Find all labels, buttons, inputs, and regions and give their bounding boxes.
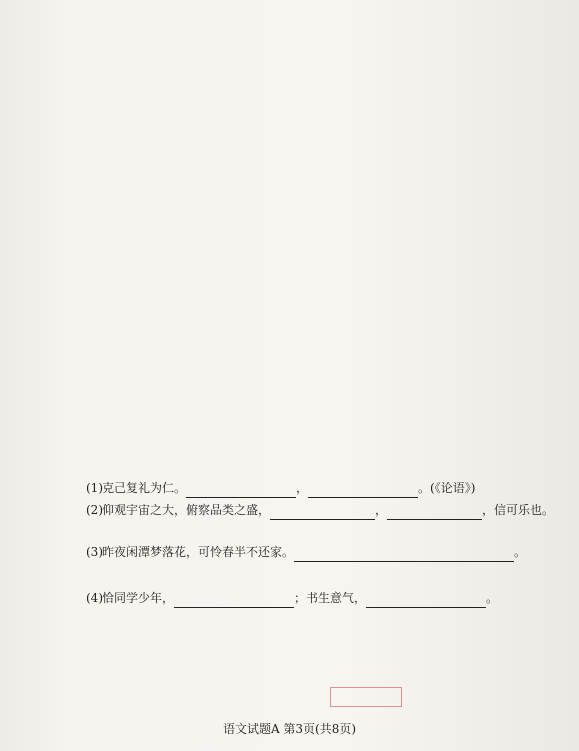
q11-item-2-blank-a[interactable] xyxy=(270,506,375,520)
q11-item-1-blank-b[interactable] xyxy=(308,484,418,498)
q11-item-1-before: 克己复礼为仁。 xyxy=(102,481,187,495)
q11-item-1-mid: ， xyxy=(296,481,309,495)
q11-item-2-before: 仰观宇宙之大，俯察品类之盛， xyxy=(102,503,271,517)
q11-item-3-after: 。 xyxy=(514,545,527,559)
q11-item-4-line xyxy=(102,588,498,608)
q11-item-2-label: (2) xyxy=(86,503,103,517)
q11-item-1-label: (1) xyxy=(86,481,103,495)
page-footer: 语文试题A 第3页(共8页) xyxy=(222,722,357,736)
q11-item-3-label: (3) xyxy=(86,545,103,559)
q11-item-2-line xyxy=(102,500,554,520)
q11-item-2 xyxy=(0,500,579,520)
q11-item-3 xyxy=(0,542,579,562)
q11-item-1 xyxy=(0,478,579,498)
q11-item-1-line xyxy=(102,478,475,498)
q11-item-4 xyxy=(0,588,579,608)
q11-item-3-blank-b[interactable] xyxy=(404,548,514,562)
q11-item-4-after: 。 xyxy=(486,591,499,605)
q11-item-4-blank-a[interactable] xyxy=(174,594,294,608)
q11-item-1-blank-a[interactable] xyxy=(186,484,296,498)
red-watermark-stamp xyxy=(330,687,402,707)
q11-item-3-before: 昨夜闲潭梦落花，可怜春半不还家。 xyxy=(102,545,295,559)
q11-item-2-mid: ， xyxy=(375,503,388,517)
q11-item-3-line xyxy=(102,542,526,562)
q11-item-4-label: (4) xyxy=(86,591,103,605)
q11-item-4-mid: ；书生意气， xyxy=(294,591,367,605)
q11-item-4-before: 恰同学少年， xyxy=(102,591,175,605)
q11-item-1-after: 。(《论语》) xyxy=(418,481,476,495)
q11-item-2-after: ，信可乐也。 xyxy=(482,503,555,517)
q11-item-2-blank-b[interactable] xyxy=(387,506,482,520)
q11-item-4-blank-b[interactable] xyxy=(366,594,486,608)
q11-item-3-blank-a[interactable] xyxy=(294,548,404,562)
